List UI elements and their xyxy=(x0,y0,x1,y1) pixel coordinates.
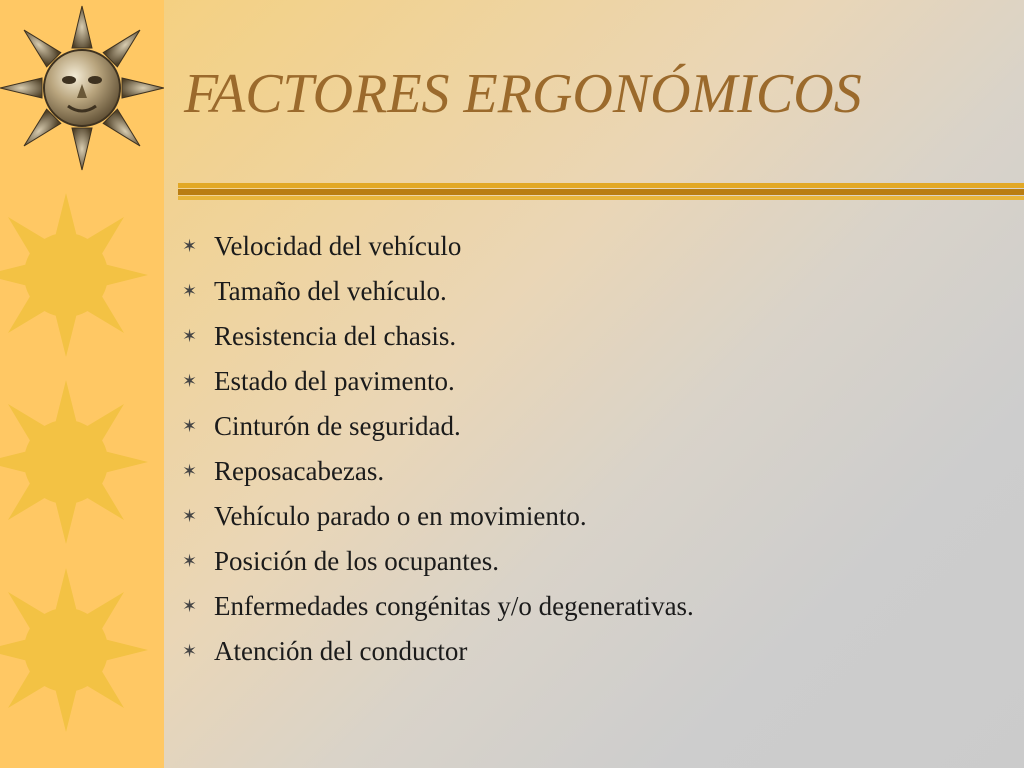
asterisk-bullet-icon: ✶ xyxy=(182,551,198,571)
asterisk-bullet-icon: ✶ xyxy=(182,326,198,346)
bullet-text: Posición de los ocupantes. xyxy=(214,546,499,576)
asterisk-bullet-icon: ✶ xyxy=(182,461,198,481)
list-item xyxy=(182,584,694,629)
bullet-text: Velocidad del vehículo xyxy=(214,231,462,261)
list-item xyxy=(182,404,694,449)
slide-title: FACTORES ERGONÓMICOS xyxy=(184,63,862,125)
asterisk-bullet-icon: ✶ xyxy=(182,641,198,661)
list-item xyxy=(182,224,694,269)
bullet-text: Vehículo parado o en movimiento. xyxy=(214,501,587,531)
yellow-sun-icon xyxy=(0,380,148,544)
yellow-sun-icon xyxy=(0,193,148,357)
bullet-text: Estado del pavimento. xyxy=(214,366,455,396)
list-item xyxy=(182,314,694,359)
title-divider-rule xyxy=(178,181,1024,203)
bullet-text: Atención del conductor xyxy=(214,636,468,666)
asterisk-bullet-icon: ✶ xyxy=(182,416,198,436)
asterisk-bullet-icon: ✶ xyxy=(182,596,198,616)
list-item xyxy=(182,494,694,539)
list-item xyxy=(182,269,694,314)
bullet-text: Enfermedades congénitas y/o degenerativas. xyxy=(214,591,694,621)
bullet-text: Resistencia del chasis. xyxy=(214,321,457,351)
asterisk-bullet-icon: ✶ xyxy=(182,236,198,256)
sun-decoration xyxy=(0,0,164,768)
bullet-text: Reposacabezas. xyxy=(214,456,385,486)
yellow-sun-icon xyxy=(0,568,148,732)
asterisk-bullet-icon: ✶ xyxy=(182,371,198,391)
bullet-list xyxy=(182,224,694,674)
bullet-text: Tamaño del vehículo. xyxy=(214,276,447,306)
asterisk-bullet-icon: ✶ xyxy=(182,281,198,301)
asterisk-bullet-icon: ✶ xyxy=(182,506,198,526)
metallic-sun-icon xyxy=(0,6,164,170)
bullet-text: Cinturón de seguridad. xyxy=(214,411,461,441)
list-item xyxy=(182,359,694,404)
list-item xyxy=(182,449,694,494)
list-item xyxy=(182,539,694,584)
list-item xyxy=(182,629,694,674)
